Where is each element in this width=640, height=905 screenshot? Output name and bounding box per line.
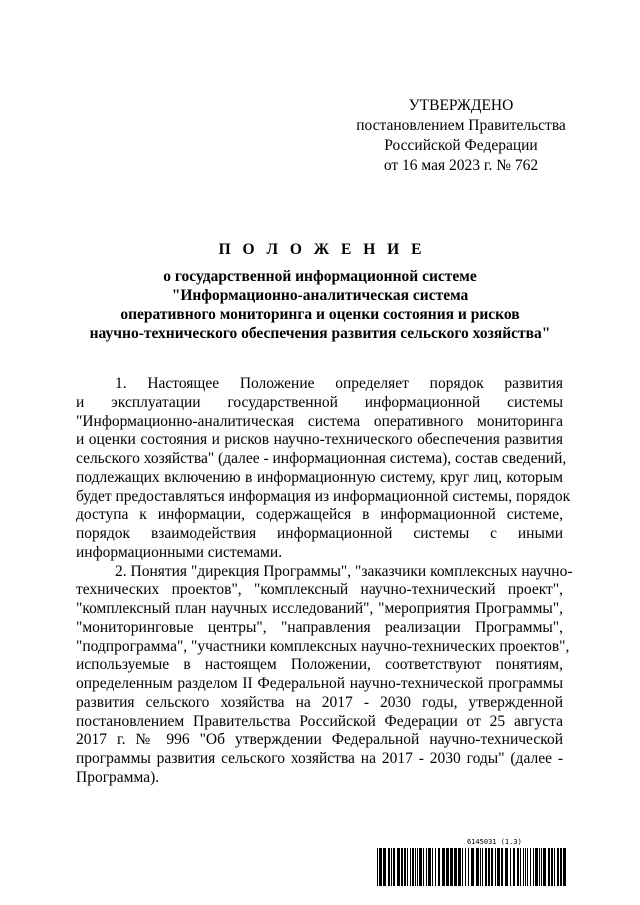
text-line: постановлением Правительства Российской Федерации от 25 августа bbox=[76, 712, 563, 730]
approval-line: Российской Федерации bbox=[384, 137, 538, 154]
text-line: технических проектов", "комплексный научно-технический проект", bbox=[76, 581, 563, 599]
approval-stamp bbox=[330, 96, 592, 176]
approval-line: УТВЕРЖДЕНО bbox=[408, 97, 514, 114]
text-line: подлежащих включению в информационную систему, круг лиц, которым bbox=[76, 468, 563, 486]
paragraph-2 bbox=[76, 562, 573, 788]
text-line: информационными системами. bbox=[76, 543, 283, 561]
document-subtitle bbox=[60, 267, 580, 343]
text-line: "Информационно-аналитическая система оперативного мониторинга bbox=[76, 412, 563, 430]
text-line: развития сельского хозяйства на 2017 - 2030 годы, утвержденной bbox=[76, 693, 563, 711]
text-line: сельского хозяйства" (далее - информационная система), состав сведений, bbox=[76, 450, 567, 467]
text-line: доступа к информации, содержащейся в информационной системе, bbox=[76, 506, 563, 524]
approval-line: от 16 мая 2023 г. № 762 bbox=[383, 157, 539, 174]
text-line: 2017 г. № 996 "Об утверждении Федеральной научно-технической bbox=[76, 731, 563, 749]
subtitle-line: оперативного мониторинга и оценки состояния и рисков bbox=[120, 306, 520, 323]
barcode-bars bbox=[377, 848, 567, 886]
text-line: используемые в настоящем Положении, соответствуют понятиям, bbox=[76, 656, 563, 674]
text-line: 1. Настоящее Положение определяет порядок развития bbox=[115, 375, 563, 392]
text-line: "комплексный план научных исследований", "мероприятия Программы", bbox=[76, 600, 563, 617]
text-line: определенным разделом II Федеральной научно-технической программы bbox=[76, 675, 563, 692]
barcode bbox=[377, 838, 567, 888]
text-line: и эксплуатации государственной информационной системы bbox=[76, 393, 563, 411]
document-body bbox=[76, 375, 573, 788]
text-line: программы развития сельского хозяйства на 2017 - 2030 годы" (далее - bbox=[76, 750, 563, 767]
text-line: порядок взаимодействия информационной системы с иными bbox=[76, 525, 563, 542]
paragraph-1 bbox=[76, 375, 571, 563]
barcode-label: 6145031 (1.3) bbox=[467, 838, 522, 846]
subtitle-line: "Информационно-аналитическая система bbox=[171, 287, 469, 304]
text-line: "мониторинговые центры", "направления реализации Программы", bbox=[76, 618, 563, 636]
text-line: и оценки состояния и рисков научно-технического обеспечения развития bbox=[76, 431, 563, 449]
subtitle-line: о государственной информационной системе bbox=[163, 268, 477, 285]
document-title: П О Л О Ж Е Н И Е bbox=[218, 241, 426, 258]
text-line: будет предоставляться информация из информационной системы, порядок bbox=[76, 487, 571, 505]
approval-line: постановлением Правительства bbox=[356, 117, 566, 134]
subtitle-line: научно-технического обеспечения развития сельского хозяйства" bbox=[89, 325, 551, 342]
text-line: "подпрограмма", "участники комплексных научно-технических проектов", bbox=[76, 637, 570, 655]
text-line: Программа). bbox=[76, 768, 160, 786]
text-line: 2. Понятия "дирекция Программы", "заказчики комплексных научно- bbox=[115, 562, 573, 580]
